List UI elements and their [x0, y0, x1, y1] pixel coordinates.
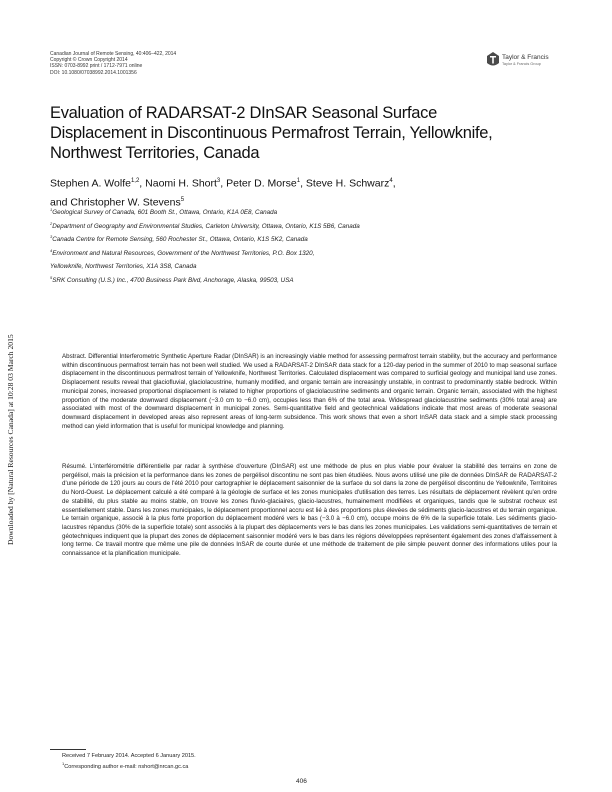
resume-text: Résumé. L'interférométrie différentielle par radar à synthèse d'ouverture (DInSAR) est une méthode de plus en plus viable pour évaluer la stabilité des terrains en zone de pergélisol, mais la précision et la performance dans les zones de pergélisol discontinu ne sont pas bien étudiées. Nous avons utilisé une pile de données DInSAR de RADARSAT-2 d'une période de 120 jours au cours de l'été 2010 pour cartographier le déplacement saisonnier de la surface du sol dans la zone de pergélisol discontinu de Yellowknife, Territoires du Nord-Ouest. Le déplacement calculé a été comparé à la géologie de surface et les zones municipales d'utilisation des terres. Les résultats de déplacement révèlent qu'en ordre de stabilité, du plus stable au moins stable, on trouve les zones fluvio-glaciaires, glacio-lacustres, humainement modifiées et organiques, tandis que le substrat rocheux est essentiellement stable. Dans les zones municipales, le déplacement proportionnel accru est lié à des proportions plus élevées de sédiments glacio-lacustres et du terrain organique. Le terrain organique, associé à la plus forte proportion du déplacement modéré vers le bas (−3.0 à −6.0 cm), occupe moins de 6% de la superficie totale. Les sédiments glacio-lacustres répandus (30% de la superficie totale) sont associés à la plupart des déplacements vers le bas dans les zones municipales. Les validations semi-quantitatives de terrain et géotechniques indiquent que la plupart des zones de déplacement saisonnier modéré vers le bas dans les régions développées représentent également des zones d'affaissement à long terme. Ce travail montre que même une pile de données InSAR de courte durée et une méthode de traitement de pile simple peuvent donner des informations utiles pour la connaissance et la planification municipale. [62, 463, 557, 558]
author-name: Peter D. Morse [226, 177, 297, 190]
affiliation-text: SRK Consulting (U.S.) Inc., 4700 Business Park Blvd, Anchorage, Alaska, 99503, USA [52, 277, 294, 285]
affiliation-sup: 4 [50, 247, 53, 253]
affiliation-item [50, 219, 580, 233]
corresponding-text: Corresponding author e-mail: nshort@nrcan.gc.ca [64, 763, 189, 770]
journal-meta [50, 51, 330, 76]
author-name: Stephen A. Wolfe [50, 177, 131, 190]
affiliation-item [50, 273, 580, 287]
affiliation-text: Geological Survey of Canada, 601 Booth St., Ottawa, Ontario, K1A 0E8, Canada [52, 209, 278, 217]
affiliation-item [50, 205, 580, 219]
taylor-francis-logo-icon [487, 52, 499, 68]
affiliation-sup: 2 [50, 220, 53, 226]
author-name: Naomi H. Short [145, 177, 217, 190]
author-separator: , [220, 177, 227, 190]
affiliation-list [50, 205, 580, 287]
affiliation-item [50, 232, 580, 246]
publisher-group: Taylor & Francis Group [502, 62, 541, 66]
publisher-name: Taylor & Francis [502, 54, 549, 61]
affiliation-item [50, 246, 580, 260]
affiliation-sup: 3 [50, 234, 53, 240]
journal-doi: DOI: 10.1080/07038992.2014.1001356 [50, 69, 137, 76]
received-note: Received 7 February 2014. Accepted 6 January 2015. [62, 753, 196, 759]
author-affil-sup: 1,2 [130, 178, 140, 184]
journal-citation: Canadian Journal of Remote Sensing, 40:406–422, 2014 [50, 51, 177, 57]
footnote-divider [50, 749, 86, 750]
download-watermark [6, 245, 16, 545]
author-separator: , [392, 177, 396, 190]
affiliation-sup: 5 [50, 274, 53, 280]
page-number: 406 [296, 778, 307, 785]
journal-copyright: Copyright © Crown Copyright 2014 [50, 57, 128, 64]
footnotes [62, 752, 362, 771]
affiliation-text: Yellowknife, Northwest Territories, X1A 3S8, Canada [50, 263, 197, 271]
download-watermark-text: Downloaded by [Natural Resources Canada] at 10:28 03 March 2015 [6, 334, 15, 545]
affiliation-text: Canada Centre for Remote Sensing, 560 Rochester St., Ottawa, Ontario, K1S 5K2, Canada [52, 236, 308, 244]
journal-issn: ISSN: 0703-8992 print / 1712-7971 online [50, 63, 143, 70]
affiliation-item [50, 259, 580, 273]
author-affil-sup: 1 [296, 178, 301, 184]
corresponding-note [62, 760, 362, 771]
publisher-block [487, 51, 567, 71]
author-separator: , [300, 177, 306, 190]
author-name: Steve H. Schwarz [305, 177, 390, 190]
author-affil-sup: 4 [389, 178, 393, 184]
author-affil-sup: 3 [216, 178, 221, 184]
affiliation-text: Department of Geography and Environmental Studies, Carleton University, Ottawa, Ontario, K1S 5B6, Canada [52, 222, 360, 230]
affiliation-text: Environment and Natural Resources, Government of the Northwest Territories, P.O. Box 1320, [52, 249, 315, 257]
paper-title: Evaluation of RADARSAT-2 DInSAR Seasonal Surface Displacement in Discontinuous Permafrost Terrain, Yellowknife, Northwest Territories, Canada [50, 104, 493, 162]
affiliation-sup: 1 [50, 207, 53, 212]
author-separator: , [139, 177, 146, 190]
author-name: and Christopher W. Stevens [50, 196, 181, 208]
corresponding-sup: 1 [62, 761, 65, 766]
author-affil-sup: 5 [180, 196, 185, 203]
abstract-text: Abstract. Differential Interferometric Synthetic Aperture Radar (DInSAR) is an increasingly viable method for assessing permafrost terrain stability, but the accuracy and performance within discontinuous permafrost terrain has not been well studied. We used a RADARSAT-2 DInSAR data stack for a 120-day period in the summer of 2010 to map seasonal surface displacement in the discontinuous permafrost terrain of Yellowknife, Northwest Territories. Calculated displacement was compared to surficial geology and municipal land use zones. Displacement results reveal that glaciofluvial, glaciolacustrine, humanly modified, and organic terrain are increasingly unstable, in contrast to predominantly stable bedrock. Within municipal zones, increased proportional displacement is related to higher proportions of glaciolacustrine sediments and organic terrain. Organic terrain, associated with the highest proportion of the moderate downward displacement (−3.0 cm to −6.0 cm), occupies less than 6% of the total area. Widespread glaciolacustrine sediments (30% total area) are associated with most of the downward displacement in municipal zones. Semi-quantitative field and geotechnical validations indicate that most areas of moderate seasonal downward displacement in developed areas also represent areas of long-term subsidence. This work shows that even a short InSAR data stack and a simple stack processing method can yield information that is useful for municipal knowledge and planning. [62, 353, 557, 430]
